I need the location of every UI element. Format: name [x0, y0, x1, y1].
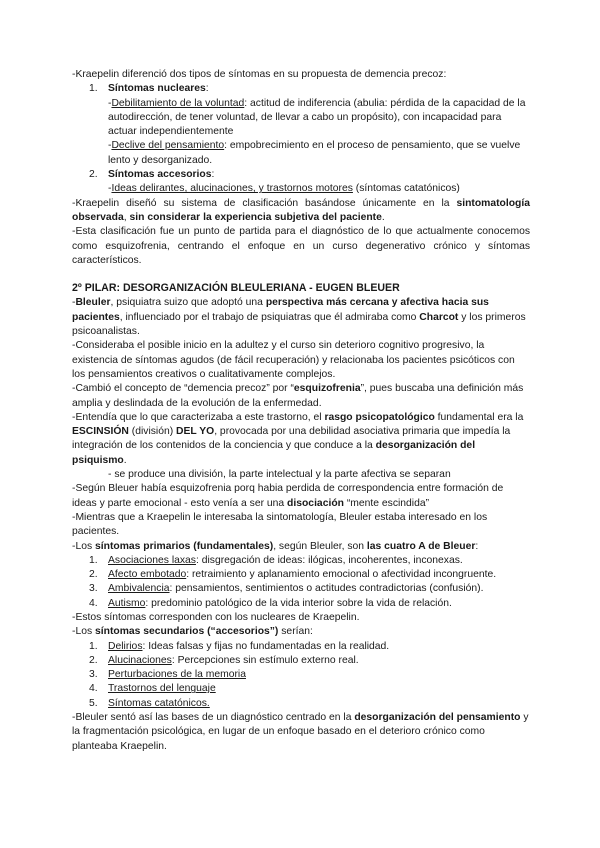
list-item-text: : Ideas falsas y fijas no fundamentadas en la realidad.	[142, 640, 390, 652]
sub-item-term: Debilitamiento de la voluntad	[111, 97, 245, 109]
text-run: -Los	[72, 626, 95, 638]
sub-item-pensamiento: -Declive del pensamiento: empobrecimiento en el proceso de pensamiento, que se vuelve lento y desorganizado.	[108, 140, 521, 166]
list-item-text: : disgregación de ideas: ilógicas, incoherentes, inconexas.	[195, 554, 463, 566]
list-item-term: Trastornos del lenguaje	[108, 683, 216, 695]
text-run: y los primeros psicoanalistas.	[72, 311, 526, 338]
text-run: , influenciado por el trabajo de psiquiatras que él admiraba como	[119, 311, 420, 323]
list-item-text: : predominio patológico de la vida interior sobre la vida de relación.	[145, 597, 452, 609]
document-page	[72, 68, 530, 754]
secondary-symptom-list	[72, 640, 530, 711]
paragraph-bleuler	[72, 296, 530, 339]
list-item-term: Perturbaciones de la memoria	[108, 669, 246, 681]
list-item	[72, 654, 530, 668]
list-number: 5.	[89, 697, 98, 709]
list-item	[72, 597, 530, 611]
paragraph-mientras: -Mientras que a Kraepelin le interesaba la sintomatología, Bleuler estaba interesado en los pacientes.	[72, 511, 488, 538]
list-item	[72, 582, 530, 596]
list-item-term: Alucinaciones	[108, 654, 172, 666]
bold-run: esquizofrenia	[293, 383, 361, 395]
paragraph-inicio: -Consideraba el posible inicio en la adultez y el curso sin deterioro cognitivo progresivo, la existencia de síntomas agudos (de fácil recuperación) y relacionaba los pacientes psicóticos con los pensamientos creativos o cualitativamente complejos.	[72, 340, 515, 380]
text-run: “mente escindida”	[343, 497, 430, 509]
text-run: -	[72, 297, 76, 309]
bold-run: síntomas secundarios (“accesorios”)	[95, 626, 279, 638]
four-a-list	[72, 554, 530, 611]
list-item-accesorios	[72, 168, 530, 182]
list-item	[72, 554, 530, 568]
paragraph-primarios	[72, 540, 530, 554]
sub-item-voluntad: -Debilitamiento de la voluntad: actitud de indiferencia (abulia: pérdida de la capacidad de la autodirección, de tener voluntad, de llevar a cabo un propósito), con incapacidad para actuar independientemente	[108, 97, 526, 138]
list-number: 3.	[89, 583, 98, 595]
list-item-text: : pensamientos, sentimientos o actitudes contradictorias (confusión).	[169, 583, 484, 595]
list-item-term: Afecto embotado	[108, 569, 187, 581]
text-run: -Bleuler sentó así las bases de un diagnóstico centrado en la	[72, 712, 355, 724]
sub-item-term: Ideas delirantes, alucinaciones, y trastornos motores	[111, 183, 353, 195]
sub-item-text: : empobrecimiento en el proceso de pensamiento, que se vuelve lento y desorganizado.	[108, 140, 521, 166]
text-run: :	[475, 540, 479, 552]
list-item	[72, 697, 530, 711]
list-number: 1.	[89, 83, 98, 95]
bold-run: Charcot	[419, 311, 459, 323]
text-run: (división)	[128, 426, 177, 438]
list-item-title: Síntomas accesorios	[108, 169, 212, 181]
text-run: , según Bleuler, son	[273, 540, 367, 552]
list-item-colon: :	[205, 83, 209, 95]
sub-item-text: : actitud de indiferencia (abulia: pérdida de la capacidad de la autodirección, de tener voluntad, de llevar a cabo un propósito), con incapacidad para actuar independientemente	[108, 97, 526, 138]
bold-run: síntomas primarios (fundamentales)	[95, 540, 274, 552]
list-item	[72, 682, 530, 696]
bold-run: DEL YO	[176, 426, 215, 438]
list-item-text: : retraimiento y aplanamiento emocional o afectividad incongruente.	[186, 569, 497, 581]
bold-run: desorganización del psiquismo	[72, 440, 476, 466]
sub-item-text: (síntomas catatónicos)	[352, 183, 460, 195]
paragraph-final	[72, 711, 530, 754]
list-number: 1.	[89, 554, 98, 566]
text-run: -Los	[72, 540, 95, 552]
text-run: serían:	[278, 626, 313, 638]
text-run: y la fragmentación psicológica, en lugar de un enfoque basado en el deterioro crónico como planteaba Kraepelin.	[72, 712, 529, 752]
bold-run: Bleuler	[75, 297, 111, 309]
text-run: -Entendía que lo que caracterizaba a este trastorno, el	[72, 411, 325, 423]
bold-run: ESCINSIÓN	[72, 426, 129, 438]
bold-run: disociación	[287, 497, 344, 509]
list-item-colon: :	[211, 169, 215, 181]
list-item-term: Asociaciones laxas	[108, 554, 196, 566]
list-number: 3.	[89, 669, 98, 681]
intro-paragraph: -Kraepelin diferenció dos tipos de síntomas en su propuesta de demencia precoz:	[72, 69, 447, 80]
paragraph-clasificacion: -Esta clasificación fue un punto de partida para el diagnóstico de lo que actualmente conocemos como esquizofrenia, centrando el enfoque en un curso degenerativo crónico y síntomas característicos.	[72, 226, 530, 266]
bold-run: sintomatología observada	[72, 197, 530, 223]
list-item-term: Delirios	[108, 640, 143, 652]
list-number: 2.	[89, 169, 98, 181]
sub-item-term: Declive del pensamiento	[111, 140, 225, 152]
list-number: 2.	[89, 654, 98, 666]
bold-run: rasgo psicopatológico	[324, 411, 435, 423]
list-item-term: Ambivalencia	[108, 583, 170, 595]
list-number: 4.	[89, 683, 98, 695]
list-item-nucleares	[72, 82, 530, 96]
bold-run: perspectiva más cercana y afectiva hacia sus pacientes	[72, 297, 489, 323]
text-run: -Según Bleuer había esquizofrenia porq habia perdida de correspondencia entre formación de ideas y parte emocional - esto venía a ser una	[72, 483, 504, 509]
text-run: ”, pues buscaba una definición más amplia y deslindada de la evolución de la enfermedad.	[72, 383, 524, 409]
list-number: 1.	[89, 640, 98, 652]
text-run: ,	[123, 211, 130, 223]
list-item-title: Síntomas nucleares	[108, 83, 206, 95]
text-run: -Kraepelin diseñó su sistema de clasificación basándose únicamente en la	[72, 197, 457, 209]
list-item-text: : Percepciones sin estímulo externo real.	[171, 654, 359, 666]
paragraph-estos: -Estos síntomas corresponden con los nucleares de Kraepelin.	[72, 611, 360, 623]
kraepelin-symptom-list	[72, 82, 530, 196]
paragraph-segun	[72, 482, 530, 511]
paragraph-secundarios	[72, 625, 530, 639]
text-run: , psiquiatra suizo que adoptó una	[110, 297, 266, 309]
text-run: fundamental era la	[434, 411, 524, 423]
list-item	[72, 668, 530, 682]
text-run: .	[123, 454, 127, 466]
paragraph-kraepelin-sistema	[72, 197, 530, 226]
section-heading: 2º PILAR: DESORGANIZACIÓN BLEULERIANA - EUGEN BLEUER	[72, 282, 400, 295]
paragraph-cambio	[72, 382, 530, 411]
text-run: .	[381, 211, 385, 223]
list-item	[72, 640, 530, 654]
bold-run: sin considerar la experiencia subjetiva del paciente	[129, 211, 382, 223]
paragraph-entendia	[72, 411, 530, 468]
bold-run: las cuatro A de Bleuer	[366, 540, 476, 552]
bold-run: desorganización del pensamiento	[354, 712, 521, 724]
list-item-term: Autismo	[108, 597, 146, 609]
list-number: 4.	[89, 597, 98, 609]
list-item	[72, 568, 530, 582]
list-number: 2.	[89, 569, 98, 581]
list-item-term: Síntomas catatónicos.	[108, 697, 210, 709]
paragraph-division: - se produce una división, la parte intelectual y la parte afectiva se separan	[108, 469, 451, 481]
text-run: , provocada por una debilidad asociativa primaria que impedía la integración de los contenidos de la conciencia y que conduce a la	[72, 426, 511, 452]
sub-item-ideas: -Ideas delirantes, alucinaciones, y trastornos motores (síntomas catatónicos)	[108, 183, 460, 195]
text-run: -Cambió el concepto de “demencia precoz” por “	[72, 383, 294, 395]
